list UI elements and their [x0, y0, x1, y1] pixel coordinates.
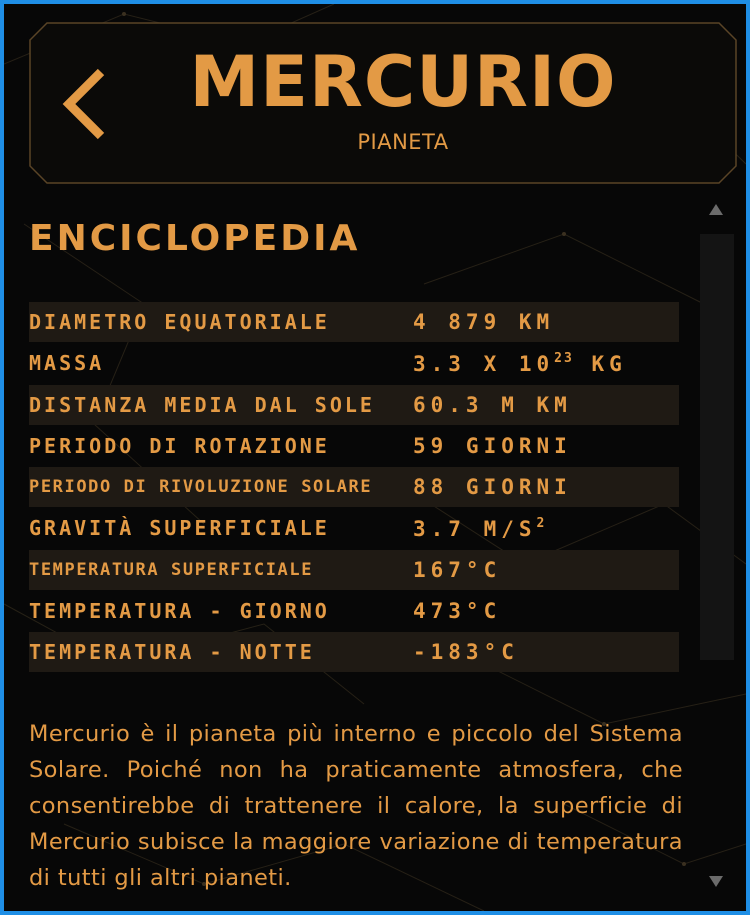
description-text: Mercurio è il pianeta più interno e piccolo del Sistema Solare. Poiché non ha praticamente atmosfera, che consentirebbe di trattenere il calore, la superficie di Mercurio subisce la maggiore variazione di temperatura di tutti gli altri pianeti.: [29, 721, 683, 891]
stat-value: 167°C: [413, 557, 502, 582]
stat-value: -183°C: [413, 640, 519, 665]
header-panel: [29, 22, 737, 184]
stat-value: [413, 351, 627, 376]
stat-row-rotation: [29, 426, 679, 466]
triangle-up-icon: [707, 201, 725, 217]
stat-value: 88 GIORNI: [413, 475, 572, 500]
stat-value-exponent: 2: [536, 515, 547, 531]
scroll-down-button[interactable]: [707, 874, 725, 890]
stat-label: DIAMETRO EQUATORIALE: [29, 310, 330, 334]
stat-row-revolution: [29, 467, 679, 507]
stat-row-day-temp: [29, 591, 679, 631]
stat-label: TEMPERATURA - NOTTE: [29, 640, 315, 665]
section-title: ENCICLOPEDIA: [29, 218, 361, 259]
stat-label: MASSA: [29, 351, 105, 376]
scroll-up-button[interactable]: [707, 201, 725, 217]
stat-row-night-temp: [29, 632, 679, 672]
scrollbar-track[interactable]: [700, 234, 734, 660]
stat-value-base: 3.7 M/S: [413, 516, 537, 541]
stat-label: GRAVITÀ SUPERFICIALE: [29, 516, 330, 541]
stat-label: TEMPERATURA - GIORNO: [29, 599, 330, 624]
stat-row-gravity: [29, 508, 679, 548]
stat-value: 473°C: [413, 599, 502, 624]
stat-row-diameter: [29, 302, 679, 342]
stat-row-surface-temp: [29, 550, 679, 590]
page-title: MERCURIO: [189, 41, 617, 123]
stat-value: 59 GIORNI: [413, 433, 572, 458]
stat-value-unit: KG: [573, 351, 627, 376]
stat-value: [413, 516, 546, 541]
chevron-left-icon: [57, 64, 117, 144]
triangle-down-icon: [707, 874, 725, 890]
page-subtitle: PIANETA: [357, 130, 449, 154]
stat-value: 4 879 KM: [413, 310, 555, 334]
back-button[interactable]: [57, 64, 117, 144]
stat-value-base: 3.3 X 10: [413, 351, 555, 376]
stat-label: DISTANZA MEDIA DAL SOLE: [29, 392, 375, 417]
stat-label: TEMPERATURA SUPERFICIALE: [29, 559, 314, 580]
stat-value: 60.3 M KM: [413, 392, 572, 417]
stats-table: [29, 302, 679, 674]
stat-row-distance: [29, 385, 679, 425]
stat-value-exponent: 23: [554, 350, 574, 366]
stat-label: PERIODO DI ROTAZIONE: [29, 433, 330, 458]
stat-label: PERIODO DI RIVOLUZIONE SOLARE: [29, 477, 373, 498]
stat-row-mass: [29, 343, 679, 383]
